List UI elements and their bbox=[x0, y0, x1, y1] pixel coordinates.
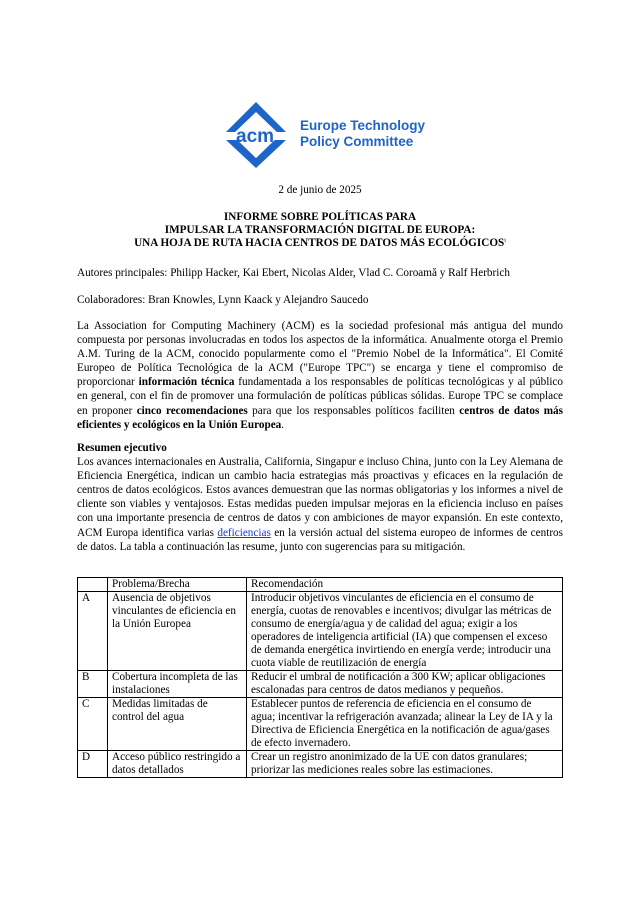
summary-heading: Resumen ejecutivo bbox=[77, 442, 167, 454]
table-row bbox=[78, 592, 563, 671]
table-header-row bbox=[78, 578, 563, 592]
intro-bold-2: cinco recomendaciones bbox=[136, 404, 248, 417]
row-id: D bbox=[78, 751, 108, 778]
document-date: 2 de junio de 2025 bbox=[278, 184, 362, 196]
header-recommendation: Recomendación bbox=[247, 578, 563, 592]
row-id: B bbox=[78, 671, 108, 698]
footnote-marker: i bbox=[504, 238, 506, 244]
row-recommendation: Introducir objetivos vinculantes de eficiencia en el consumo de energía, cuotas de renovables e incentivos; divulgar las métricas de consumo de energía/agua y de calidad del agua; exigir a los operadores de inteligencia artificial (IA) que compensen el exceso de demanda energética invirtiendo en energía verde; introducir una cuota viable de reutilización de energía bbox=[247, 592, 563, 671]
table-row bbox=[78, 671, 563, 698]
intro-text-3: para que los responsables políticos faciliten bbox=[247, 404, 460, 417]
row-problem: Ausencia de objetivos vinculantes de eficiencia en la Unión Europea bbox=[108, 592, 247, 671]
summary-text-2: en la versión actual del sistema europeo de informes de centros de datos. La tabla a continuación las resume, junto con sugerencias para su mitigación. bbox=[77, 526, 563, 553]
logo-caption bbox=[300, 118, 425, 150]
header-id bbox=[78, 578, 108, 592]
title-line-1: INFORME SOBRE POLÍTICAS PARA bbox=[223, 211, 417, 223]
header-problem: Problema/Brecha bbox=[108, 578, 247, 592]
intro-paragraph bbox=[77, 319, 563, 432]
table-row bbox=[78, 698, 563, 751]
intro-bold-1: información técnica bbox=[138, 376, 235, 389]
intro-text-1: La Association for Computing Machinery (ACM) es la sociedad profesional más antigua del mundo compuesta por personas involucradas en todos los aspectos de la informática. Anualmente otorga el Premio A.M. Turing de la ACM, conocido popularmente como el "Premio Nobel de la Informática". El Comité Europeo de Política Tecnológica de la ACM ("Europe TPC") se encarga y tiene el compromiso de proporcionar bbox=[77, 320, 563, 389]
intro-text-4: . bbox=[281, 418, 285, 431]
row-id: C bbox=[78, 698, 108, 751]
intro-text-2: fundamentada a los responsables de políticas tecnológicas y al público en general, con el fin de promover una formulación de políticas públicas sólidas. Europe TPC se complace en proponer bbox=[77, 376, 563, 417]
title-line-3 bbox=[0, 237, 640, 250]
authors-line: Autores principales: Philipp Hacker, Kai Ebert, Nicolas Alder, Vlad C. Coroamă y Ralf Herbrich bbox=[77, 267, 510, 279]
row-problem: Acceso público restringido a datos detallados bbox=[108, 751, 247, 778]
row-problem: Cobertura incompleta de las instalaciones bbox=[108, 671, 247, 698]
document-title bbox=[0, 211, 640, 250]
acm-wordmark: acm bbox=[236, 126, 275, 147]
row-recommendation: Reducir el umbral de notificación a 300 KW; aplicar obligaciones escalonadas para centros de datos medianos y pequeños. bbox=[247, 671, 563, 698]
summary-text-1: Los avances internacionales en Australia, California, Singapur e incluso China, junto con la Ley Alemana de Eficiencia Energética, indican un cambio hacia estrategias más proactivas y eficaces en la regulación de centros de datos ecológicos. Estos avances demuestran que las normas obligatorias y los informes a nivel de cliente son viables y ventajosos. Estas medidas pueden impulsar mejoras en la eficiencia incluso en países con una importante presencia de centros de datos y con ambiciones de mayor expansión. En este contexto, ACM Europa identifica varias bbox=[77, 456, 563, 539]
title-line-2: IMPULSAR LA TRANSFORMACIÓN DIGITAL DE EUROPA: bbox=[164, 224, 476, 236]
logo-line-2: Policy Committee bbox=[300, 134, 414, 149]
recommendations-table bbox=[77, 577, 563, 778]
row-recommendation: Establecer puntos de referencia de eficiencia en el consumo de agua; incentivar la refrigeración avanzada; alinear la Ley de IA y la Directiva de Eficiencia Energética en la notificación de agua/gases de efecto invernadero. bbox=[247, 698, 563, 751]
collaborators-line: Colaboradores: Bran Knowles, Lynn Kaack y Alejandro Saucedo bbox=[77, 294, 369, 306]
row-problem: Medidas limitadas de control del agua bbox=[108, 698, 247, 751]
row-recommendation: Crear un registro anonimizado de la UE con datos granulares; priorizar las mediciones reales sobre las estimaciones. bbox=[247, 751, 563, 778]
intro-bold-3: centros de datos más eficientes y ecológicos en la Unión Europea bbox=[77, 404, 563, 431]
logo-line-1: Europe Technology bbox=[300, 118, 426, 133]
table-row bbox=[78, 751, 563, 778]
executive-summary bbox=[77, 441, 563, 554]
row-id: A bbox=[78, 592, 108, 671]
deficiencias-link[interactable]: deficiencias bbox=[217, 526, 271, 539]
summary-paragraph bbox=[77, 455, 563, 554]
title-line-3-text: UNA HOJA DE RUTA HACIA CENTROS DE DATOS MÁS ECOLÓGICOS bbox=[134, 237, 505, 249]
